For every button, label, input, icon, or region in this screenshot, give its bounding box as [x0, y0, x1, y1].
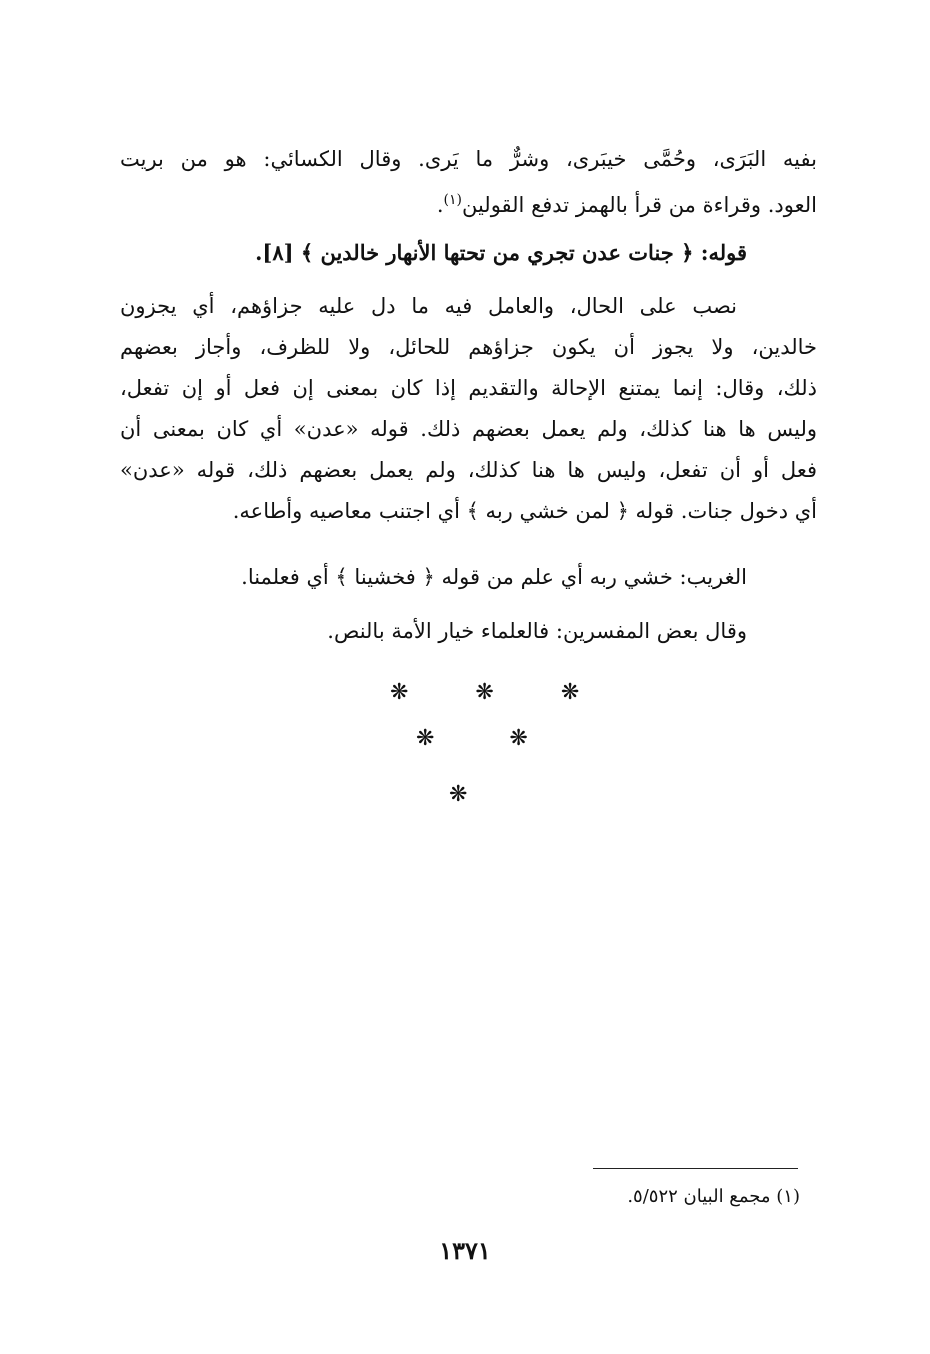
- paragraph-3: [120, 286, 817, 532]
- footnote-reference: (١): [443, 192, 462, 208]
- paragraph-3-line-3: ذلك، وقال: إنما يمتنع الإحالة والتقديم إذا كان بمعنى إن فعل أو إن تفعل،: [120, 376, 817, 400]
- paragraph-5-line-1: وقال بعض المفسرين: فالعلماء خيار الأمة بالنص.: [327, 619, 747, 643]
- ornament-row-1: ❋ ❋ ❋: [390, 680, 610, 705]
- paragraph-1: [120, 139, 817, 226]
- ornament-row-3: ❋: [449, 782, 468, 807]
- paragraph-1-end: .: [436, 193, 444, 217]
- paragraph-1-line-2-text: العود. وقراءة من قرأ بالهمز تدفع القولين: [461, 193, 817, 217]
- footnote-separator: [593, 1168, 798, 1169]
- paragraph-4: [127, 557, 747, 598]
- paragraph-3-line-4: وليس ها هنا كذلك، ولم يعمل بعضهم ذلك. قوله «عدن» أي كان بمعنى أن: [120, 417, 817, 441]
- paragraph-4-line-1: الغريب: خشي ربه أي علم من قوله ﴿ فخشينا ﴾ أي فعلمنا.: [241, 565, 747, 589]
- paragraph-3-line-1: نصب على الحال، والعامل فيه ما دل عليه جزاؤهم، أي يجزون: [120, 294, 737, 318]
- paragraph-1-line-1: بفيه البَرَى، وحُمَّى خيبَرى، وشرٌّ ما يَرى. وقال الكسائي: هو من بريت: [120, 147, 817, 171]
- ornament-row-2: ❋ ❋: [416, 726, 562, 751]
- paragraph-3-line-5: فعل أو أن تفعل، وليس ها هنا كذلك، ولم يعمل بعضهم ذلك، قوله «عدن»: [120, 458, 817, 482]
- footnote: (١) مجمع البيان ٥/٥٢٢.: [627, 1186, 800, 1207]
- page-number: ١٣٧١: [439, 1236, 491, 1265]
- paragraph-3-line-2: خالدين، ولا يجوز أن يكون جزاؤهم للحائل، ولا للظرف، وأجاز بعضهم: [120, 335, 817, 359]
- paragraph-5: [127, 611, 747, 652]
- paragraph-3-line-6: أي دخول جنات. قوله ﴿ لمن خشي ربه ﴾ أي اجتنب معاصيه وأطاعه.: [232, 499, 817, 523]
- paragraph-2: [147, 232, 747, 273]
- verse-heading: قوله: ﴿ جنات عدن تجري من تحتها الأنهار خالدين ﴾ [٨].: [255, 240, 747, 265]
- paragraph-1-line-2: [120, 180, 817, 226]
